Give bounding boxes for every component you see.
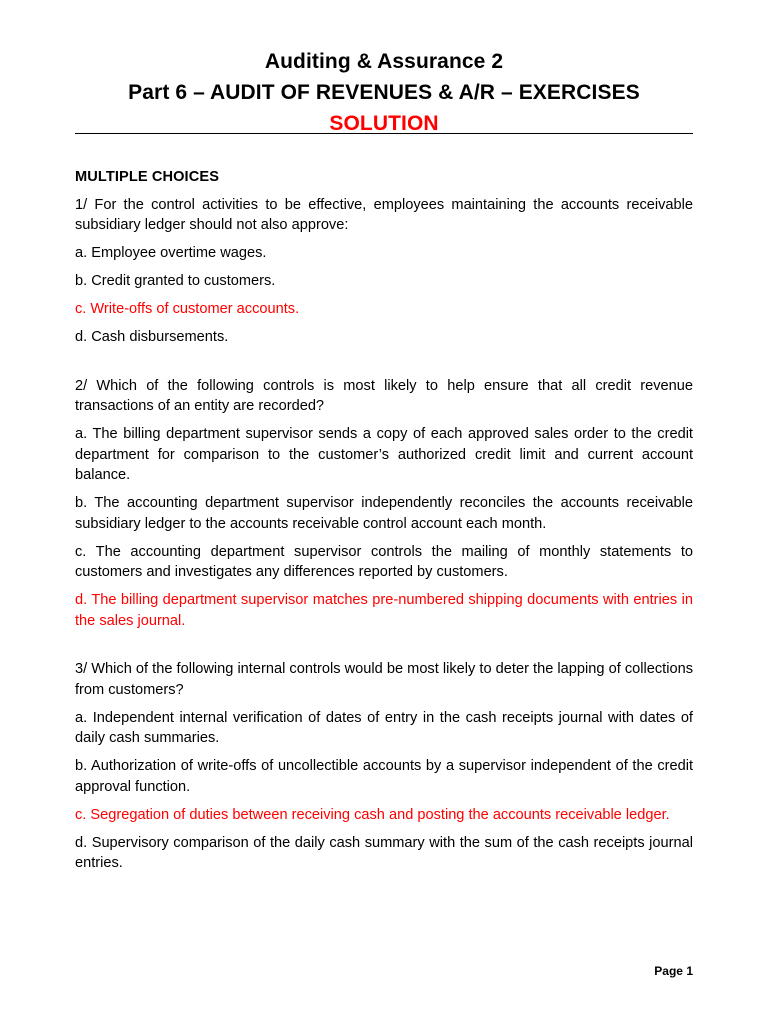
solution-label: SOLUTION — [329, 112, 439, 135]
correct-answer-option: c. Segregation of duties between receiving cash and posting the accounts receivable ledger. — [75, 806, 670, 823]
part-title: Part 6 – AUDIT OF REVENUES & A/R – EXERCISES — [128, 81, 640, 104]
question-stem: 1/ For the control activities to be effective, employees maintaining the accounts receivable subsidiary ledger should not also approve: — [75, 196, 693, 233]
answer-option: b. The accounting department supervisor independently reconciles the accounts receivable subsidiary ledger to the accounts receivable control account each month. — [75, 495, 693, 532]
question-spacer — [75, 639, 693, 660]
question-stem: 3/ Which of the following internal controls would be most likely to deter the lapping of collections from customers? — [75, 661, 693, 698]
answer-option: b. Credit granted to customers. — [75, 273, 276, 289]
answer-option: d. Supervisory comparison of the daily cash summary with the sum of the cash receipts journal entries. — [75, 834, 693, 871]
correct-answer-option: d. The billing department supervisor matches pre-numbered shipping documents with entries in the sales journal. — [75, 592, 693, 629]
document-header — [0, 46, 768, 139]
course-title: Auditing & Assurance 2 — [264, 50, 504, 73]
question-3 — [75, 659, 693, 874]
question-2 — [75, 376, 693, 632]
question-1 — [75, 195, 693, 348]
answer-option: a. The billing department supervisor sends a copy of each approved sales order to the credit department for comparison to the customer’s authorized credit limit and current account balance. — [75, 426, 693, 483]
correct-answer-option: c. Write-offs of customer accounts. — [75, 301, 300, 317]
answer-option: b. Authorization of write-offs of uncollectible accounts by a supervisor independent of the credit approval function. — [75, 758, 693, 795]
answer-option: d. Cash disbursements. — [75, 329, 229, 345]
answer-option: c. The accounting department supervisor controls the mailing of monthly statements to customers and investigates any differences reported by customers. — [75, 543, 693, 580]
header-divider — [75, 133, 693, 134]
question-spacer — [75, 355, 693, 376]
document-body — [75, 167, 693, 881]
page-number: Page 1 — [654, 964, 693, 978]
answer-option: a. Employee overtime wages. — [75, 245, 267, 261]
question-stem: 2/ Which of the following controls is most likely to help ensure that all credit revenue transactions of an entity are recorded? — [75, 377, 693, 414]
section-title: MULTIPLE CHOICES — [75, 169, 220, 185]
answer-option: a. Independent internal verification of dates of entry in the cash receipts journal with dates of daily cash summaries. — [75, 709, 693, 746]
